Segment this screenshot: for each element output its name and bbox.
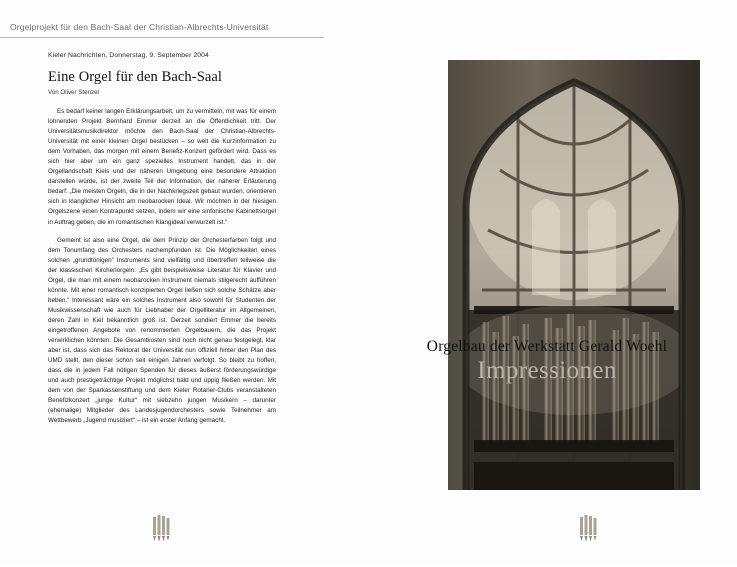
article-byline: Von Oliver Stenzel [48, 89, 99, 96]
article-paragraph: Es bedarf keiner langen Erklärungsarbeit, um zu vermitteln, mit was für einem lohnenden Projekt Bernhard Emmer derzeit an die Öffentlichkeit tritt. Der Universitätsmusikdirektor möchte den Bach-Saal der Christian-Albrechts-Universität mit einer kleinen Orgel bestücken – so weit die Kurzinformation zu dem Vorhaben, das morgen mit einem Benefiz-Konzert gefördert wird. Dass es sich hier aber um ein ganz spezielles Instrument handelt, das in der Orgellandschaft Kiels und der näheren Umgebung eine besondere Attraktion darstellen würde, ist der zweite Teil der Information, der näherer Erläuterung bedarf: „Die meisten Orgeln, die in der Nachkriegszeit gebaut wurden, orientieren sich in klanglicher Hinsicht am neobarocken Ideal. Wir möchten in der hiesigen Orgelszene einen Kontrapunkt setzen, indem wir eine sinfonische Kabinettsorgel in Auftrag geben, die im romantischen Klangideal verwurzelt ist.“ [48, 108, 276, 226]
article-column [48, 52, 276, 434]
article-headline: Eine Orgel für den Bach-Saal [48, 69, 223, 85]
article-paragraph: Gemeint ist also eine Orgel, die dem Prinzip der Orchesterfarben folgt und dem Tonumfang des Orchesters nachempfunden ist. Die Möglichkeiten eines solchen „grundtönigen“ Instruments sind vielfältig und übertreffen teilweise die der klassischen Kirchenorgeln: „Es gibt beispielsweise Literatur für Klavier und Orgel, die man mit einem neobarocken Instrument niemals stilgerecht aufführen könnte. Mit einer romantisch konzipierten Orgel ließen sich solche Schätze aber heben.“ Interessant wäre ein solches Instrument also sowohl für Studenten der Musikwissenschaft wie auch für Liebhaber der Orgelliteratur im Allgemeinen, deren Zahl in Kiel bekanntlich groß ist. Derzeit sondiert Emmer die bereits eingetroffenen Angebote von renommierten Orgelbauern, die das Projekt verwirklichen könnten. Die Gesamtkosten sind noch nicht genau festgelegt, klar aber ist, dass sich das Rektorat der Universität nun offiziell hinter den Plan des UMD stellt, den dieser schon seit einigen Jahren verfolgt. So bleibt zu hoffen, dass die in jedem Fall nötigen Spenden für dieses äußerst förderungswürdige und auch prestigeträchtige Projekt möglichst bald und üppig fließen werden. Mit dem von der Sparkassenstiftung und dem Kieler Rotarier-Clubs veranstalteten Benefizkonzert „junge Kultur“ mit siebzehn jungen Musikern – darunter (ehemalige) Mitglieder des Landesjugendorchesters sowie Teilnehmer am Wettbewerb „Jugend musiziert“ – ist ein erster Anfang gemacht. [48, 236, 276, 425]
plate-title: Orgelbau der Werkstatt Gerald Woehl [426, 338, 668, 355]
organ-photograph [448, 60, 700, 490]
organ-pipes-icon [577, 515, 599, 545]
running-header: Orgelprojekt für den Bach-Saal der Christian-Albrechts-Universität [10, 22, 269, 32]
plate-subtitle: Impressionen [477, 357, 617, 384]
organ-pipes-icon [150, 515, 172, 545]
header-divider [0, 37, 324, 38]
article-source-line: Kieler Nachrichten, Donnerstag, 9. September 2004 [48, 52, 209, 59]
